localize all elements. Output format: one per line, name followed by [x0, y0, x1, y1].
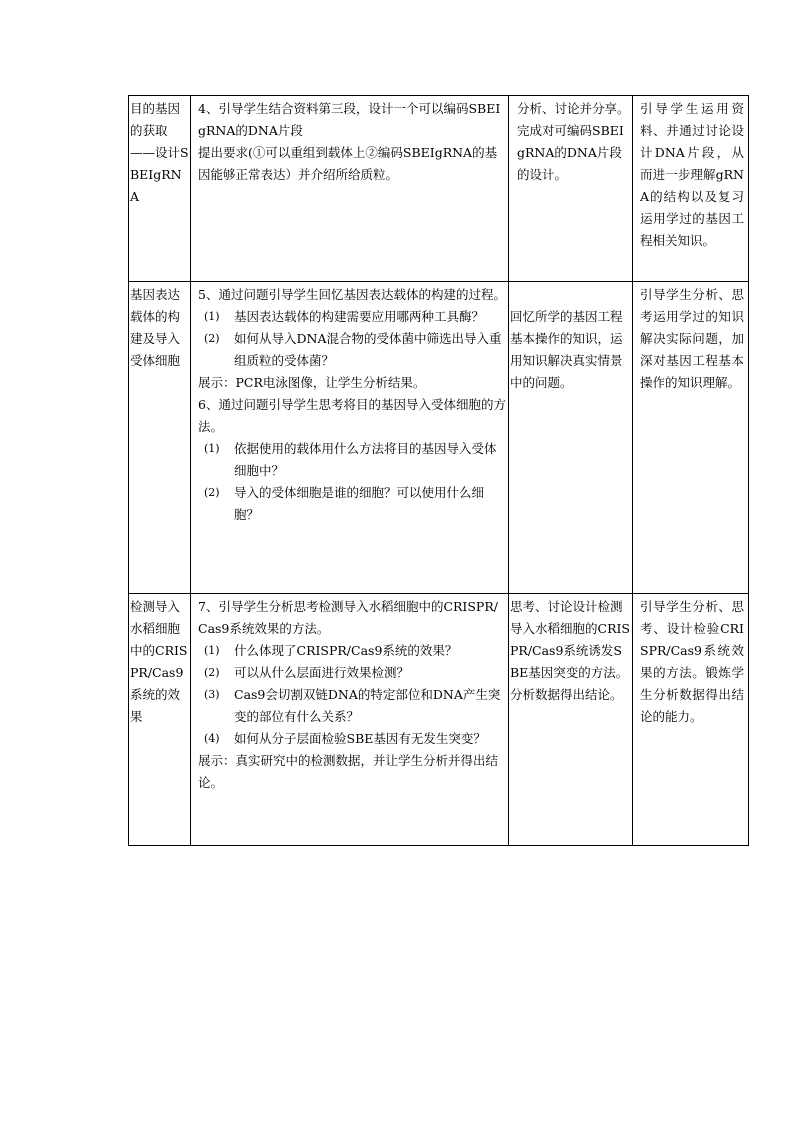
activity-line: 提出要求(①可以重组到载体上②编码SBEⅠgRNA的基因能够正常表达）并介绍所给质粒。 [198, 145, 498, 182]
stage-cell: 目的基因的获取——设计SBEⅠgRNA [129, 96, 191, 282]
stage-cell: 基因表达载体的构建及导入受体细胞 [129, 282, 191, 594]
student-activity-cell: 思考、讨论设计检测导入水稻细胞的CRISPR/Cas9系统诱发SBE基因突变的方法。分析数据得出结论。 [509, 594, 633, 846]
question-item: (1) 依据使用的载体用什么方法将目的基因导入受体细胞中？ [204, 441, 497, 478]
activity-line: 5、通过问题引导学生回忆基因表达载体的构建的过程。 [198, 287, 506, 302]
design-intent-cell: 引导学生运用资料、并通过讨论设计DNA片段，从而进一步理解gRNA的结构以及复习运用学过的基因工程相关知识。 [633, 96, 749, 282]
question-item: (3) Cas9会切割双链DNA的特定部位和DNA产生突变的部位有什么关系？ [204, 687, 501, 724]
student-activity-cell: 分析、讨论并分享。完成对可编码SBEⅠgRNA的DNA片段的设计。 [509, 96, 633, 282]
question-item: (1) 基因表达载体的构建需要应用哪两种工具酶？ [204, 309, 485, 324]
lesson-plan-table [128, 95, 749, 846]
activity-line: 展示：真实研究中的检测数据，并让学生分析并得出结论。 [198, 753, 499, 790]
question-item: (2) 导入的受体细胞是谁的细胞？可以使用什么细胞？ [204, 485, 485, 522]
table-row [129, 594, 749, 846]
activity-line: 4、引导学生结合资料第三段，设计一个可以编码SBEⅠgRNA的DNA片段 [198, 101, 501, 138]
activity-line: 6、通过问题引导学生思考将目的基因导入受体细胞的方法。 [198, 397, 506, 434]
activity-line: 7、引导学生分析思考检测导入水稻细胞中的CRISPR/Cas9系统效果的方法。 [198, 599, 498, 636]
design-intent-cell: 引导学生分析、思考、设计检验CRISPR/Cas9系统效果的方法。锻炼学生分析数据得出结论的能力。 [633, 594, 749, 846]
teacher-activity-cell [191, 96, 509, 282]
question-item: (2) 如何从导入DNA混合物的受体菌中筛选出导入重组质粒的受体菌？ [204, 331, 502, 368]
design-intent-cell: 引导学生分析、思考运用学过的知识解决实际问题，加深对基因工程基本操作的知识理解。 [633, 282, 749, 594]
teacher-activity-cell [191, 594, 509, 846]
table-row [129, 96, 749, 282]
teacher-activity-cell [191, 282, 509, 594]
student-activity-cell: 回忆所学的基因工程基本操作的知识，运用知识解决真实情景中的问题。 [509, 282, 633, 594]
stage-cell: 检测导入水稻细胞中的CRISPR/Cas9系统的效果 [129, 594, 191, 846]
question-item: (2) 可以从什么层面进行效果检测？ [204, 665, 410, 680]
table-row [129, 282, 749, 594]
activity-line: 展示：PCR电泳图像，让学生分析结果。 [198, 375, 426, 390]
question-item: (1) 什么体现了CRISPR/Cas9系统的效果？ [204, 643, 458, 658]
question-item: (4) 如何从分子层面检验SBE基因有无发生突变？ [204, 731, 486, 746]
